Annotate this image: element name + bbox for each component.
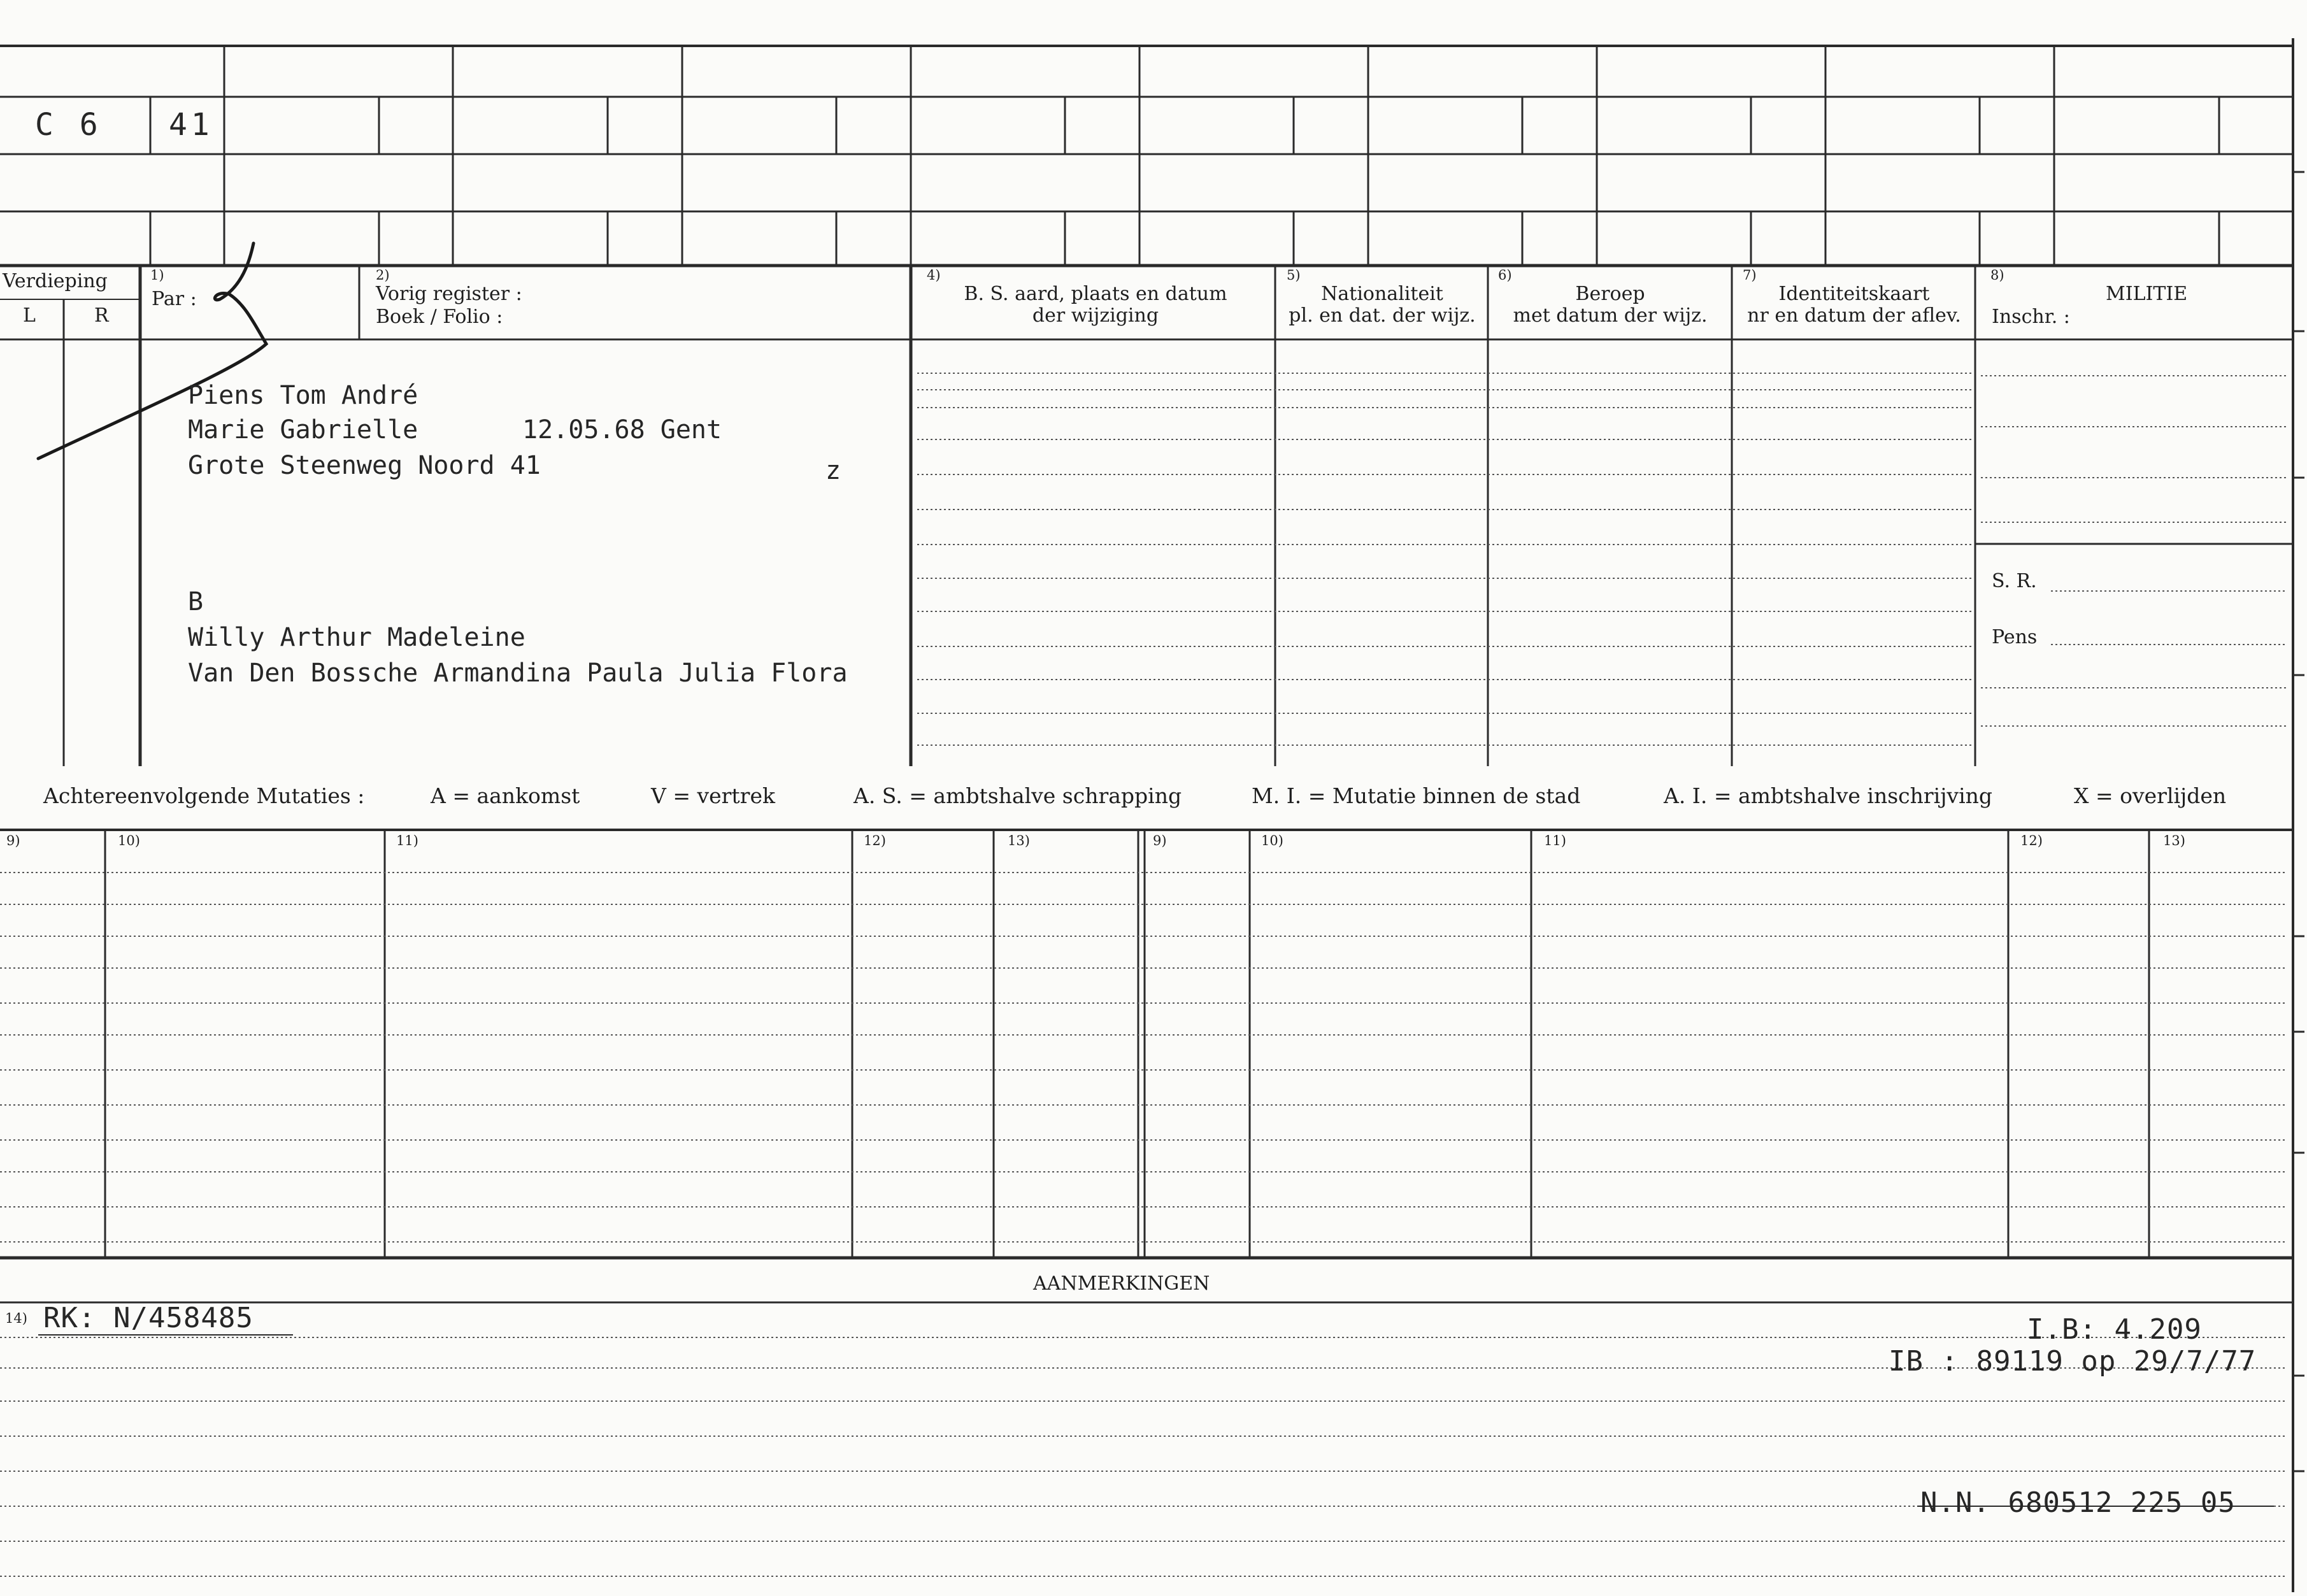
identiteitskaart-subheader: nr en datum der aflev. (1747, 304, 1961, 327)
card-code: C 6 (35, 107, 102, 143)
legend-mutatie-binnen-stad: M. I. = Mutatie binnen de stad (1252, 783, 1581, 808)
legend-ambtshalve-inschrijving: A. I. = ambtshalve inschrijving (1664, 783, 1993, 808)
col7-number: 7) (1743, 267, 1757, 283)
mutaties-legend-title: Achtereenvolgende Mutaties : (43, 783, 365, 808)
mutation-col-number: 9) (6, 833, 20, 848)
mutation-col-number: 11) (396, 833, 418, 848)
remark-nn: N.N. 680512 225 05 (1920, 1486, 2236, 1519)
sr-label: S. R. (1992, 570, 2037, 592)
mutation-col-number: 13) (2163, 833, 2185, 848)
legend-aankomst: A = aankomst (431, 783, 580, 808)
entry-code-b: B (188, 587, 204, 616)
identiteitskaart-header: Identiteitskaart (1778, 283, 1930, 305)
col4-number: 4) (927, 267, 941, 283)
entry-mother-names: Van Den Bossche Armandina Paula Julia Flora (188, 659, 848, 688)
mutation-col-number: 12) (2020, 833, 2043, 848)
verdieping-right: R (94, 304, 109, 327)
legend-overlijden: X = overlijden (2074, 783, 2227, 808)
par-label: Par : (152, 288, 197, 310)
col6-number: 6) (1498, 267, 1512, 283)
legend-vertrek: V = vertrek (651, 783, 775, 808)
col8-number: 8) (1990, 267, 2004, 283)
mutation-col-number: 13) (1008, 833, 1030, 848)
remarks-number: 14) (5, 1311, 27, 1326)
entry-birth-date-place: 12.05.68 Gent (522, 415, 722, 445)
mutation-col-number: 10) (118, 833, 140, 848)
col2-number: 2) (376, 267, 390, 283)
entry-given-names: Marie Gabrielle (188, 415, 418, 445)
aanmerkingen-heading: AANMERKINGEN (1033, 1272, 1210, 1295)
nationaliteit-header: Nationaliteit (1321, 283, 1443, 305)
verdieping-label: Verdieping (3, 270, 108, 292)
entry-father-names: Willy Arthur Madeleine (188, 623, 525, 652)
mutation-col-number: 12) (864, 833, 886, 848)
verdieping-left: L (23, 304, 36, 327)
entry-address: Grote Steenweg Noord 41 (188, 451, 541, 480)
mutation-col-number: 9) (1153, 833, 1167, 848)
bs-header-line2: der wijziging (1032, 304, 1159, 327)
vorig-register-label: Vorig register : (376, 283, 522, 305)
col1-number: 1) (150, 267, 164, 283)
mutation-col-number: 10) (1261, 833, 1283, 848)
legend-ambtshalve-schrapping: A. S. = ambtshalve schrapping (854, 783, 1182, 808)
beroep-subheader: met datum der wijz. (1513, 304, 1708, 327)
card-number: 41 (169, 107, 213, 143)
mutation-col-number: 11) (1544, 833, 1566, 848)
boek-folio-label: Boek / Folio : (376, 306, 503, 328)
entry-mark-z: z (825, 456, 841, 485)
bs-header-line1: B. S. aard, plaats en datum (964, 283, 1227, 305)
entry-head-of-household: Piens Tom André (188, 381, 418, 410)
militie-header: MILITIE (2106, 283, 2188, 305)
col5-number: 5) (1287, 267, 1301, 283)
remark-ib-2: IB : 89119 op 29/7/77 (1889, 1345, 2257, 1378)
pens-label: Pens (1992, 626, 2038, 648)
remark-ib-1: I.B: 4.209 (2027, 1313, 2202, 1346)
inschr-label: Inschr. : (1992, 306, 2070, 328)
remark-rk: RK: N/458485 (43, 1302, 254, 1334)
nationaliteit-subheader: pl. en dat. der wijz. (1289, 304, 1476, 327)
beroep-header: Beroep (1575, 283, 1645, 305)
